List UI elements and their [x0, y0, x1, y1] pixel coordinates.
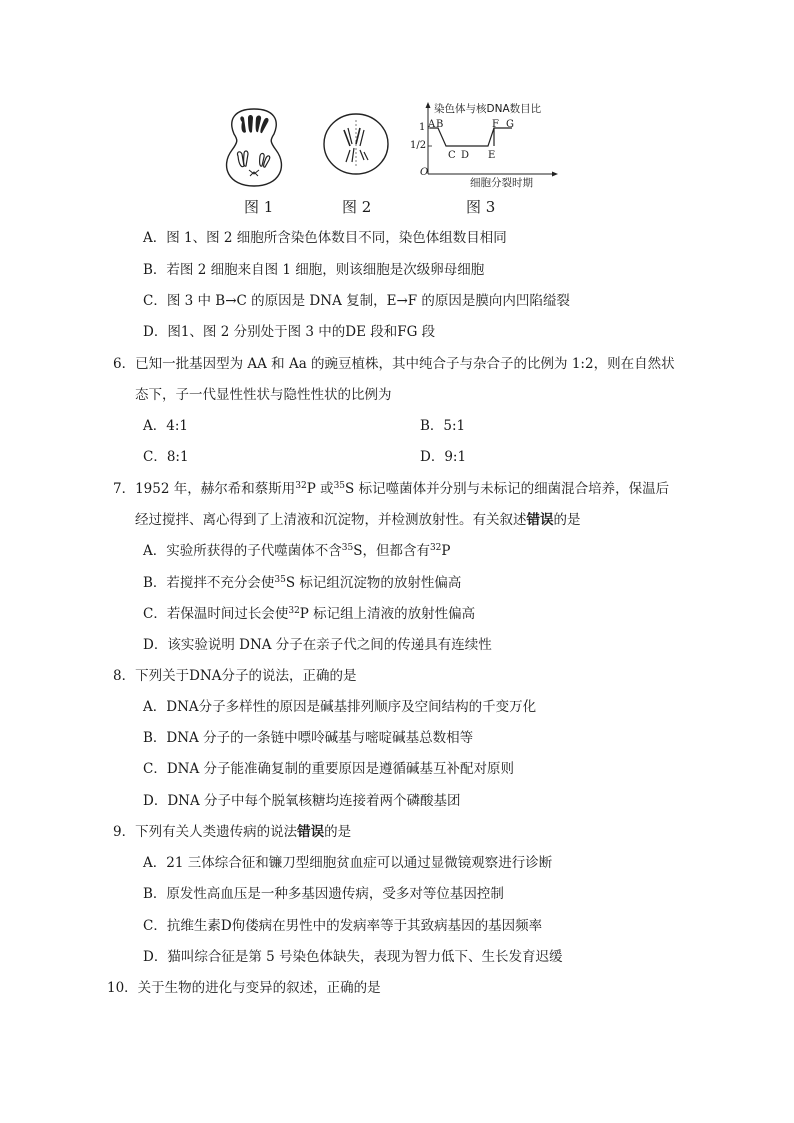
q6-stem-line-2: 态下，子一代显性性状与隐性性状的比例为 — [135, 387, 392, 403]
q7-superscript: 35 — [341, 543, 354, 553]
figure-2-cell-diagram — [320, 110, 392, 178]
q7-option-text: S 标记组沉淀物的放射性偏高 — [285, 575, 462, 591]
q7-stem-text: S 标记噬菌体并分别与未标记的细菌混合培养，保温后 — [345, 481, 670, 497]
figure-3-point-a: A — [428, 119, 436, 130]
q9-emphasis: 错误 — [297, 824, 325, 840]
q10-stem: 10．关于生物的进化与变异的叙述，正确的是 — [107, 980, 381, 996]
figure-3-point-g: G — [506, 119, 514, 130]
figure-3-tick-half: 1/2 — [410, 140, 427, 151]
figure-3-point-c: C — [448, 150, 456, 161]
q7-stem-text: P 或 — [306, 481, 334, 497]
q7-option-d: D．该实验说明 DNA 分子在亲子代之间的传递具有连续性 — [143, 637, 492, 653]
q7-stem-line-1 — [113, 480, 669, 498]
q7-option-b — [143, 574, 461, 592]
q5-option-a: A．图 1、图 2 细胞所含染色体数目不同，染色体组数目相同 — [143, 230, 507, 246]
figure-3-point-f: F — [492, 119, 499, 130]
q8-option-c: C．DNA 分子能准确复制的重要原因是遵循碱基互补配对原则 — [143, 761, 515, 777]
q6-option-d: D．9:1 — [420, 449, 467, 465]
q6-option-c: C．8:1 — [143, 449, 189, 465]
figure-3-point-e: E — [488, 150, 496, 161]
q7-superscript: 32 — [288, 606, 300, 616]
q7-superscript: 32 — [429, 543, 442, 553]
q7-option-text: C．若保温时间过长会使 — [143, 606, 289, 622]
figure-group — [212, 100, 572, 220]
q8-option-b: B．DNA 分子的一条链中嘌呤碱基与嘧啶碱基总数相等 — [143, 730, 474, 746]
q6-option-a: A．4:1 — [143, 418, 188, 434]
q7-superscript: 32 — [295, 481, 307, 491]
q9-stem — [113, 823, 351, 841]
q5-option-d: D．图1、图 2 分别处于图 3 中的DE 段和FG 段 — [143, 324, 436, 340]
q7-stem-text: 7．1952 年，赫尔希和蔡斯用 — [113, 481, 296, 497]
q9-option-d: D．猫叫综合征是第 5 号染色体缺失，表现为智力低下、生长发育迟缓 — [143, 949, 563, 965]
q9-option-c: C．抗维生素D佝偻病在男性中的发病率等于其致病基因的基因频率 — [143, 918, 543, 934]
figure-3-point-d: D — [461, 150, 470, 161]
q7-stem-text: 的是 — [553, 512, 581, 528]
figure-3-caption: 图 3 — [466, 198, 496, 216]
figure-3-point-b: B — [436, 119, 444, 130]
q7-stem-text: 经过搅拌、离心得到了上清液和沉淀物，并检测放射性。有关叙述 — [135, 512, 527, 528]
figure-2-caption: 图 2 — [342, 198, 372, 216]
q7-option-text: P — [441, 543, 451, 559]
q7-emphasis: 错误 — [526, 512, 554, 528]
q8-option-d: D．DNA 分子中每个脱氧核糖均连接着两个磷酸基团 — [143, 793, 461, 809]
q7-superscript: 35 — [333, 481, 346, 491]
q9-option-a: A．21 三体综合征和镰刀型细胞贫血症可以通过显微镜观察进行诊断 — [143, 855, 553, 871]
figure-1-cell-diagram — [216, 106, 292, 190]
figure-1-caption: 图 1 — [244, 198, 274, 216]
figure-3-origin: O — [420, 167, 429, 178]
q5-option-b: B．若图 2 细胞来自图 1 细胞，则该细胞是次级卵母细胞 — [143, 262, 485, 278]
q7-option-text: P 标记组上清液的放射性偏高 — [299, 606, 476, 622]
q8-stem: 8．下列关于DNA分子的说法，正确的是 — [113, 668, 357, 684]
figure-3-tick-1: 1 — [419, 122, 426, 133]
q9-stem-text: 的是 — [324, 824, 352, 840]
figure-3-y-axis-label: 染色体与核DNA数目比 — [434, 103, 542, 115]
q7-option-text: S，但都含有 — [353, 543, 430, 559]
q7-superscript: 35 — [274, 575, 286, 585]
q7-option-c — [143, 605, 475, 623]
q9-stem-text: 9．下列有关人类遗传病的说法 — [113, 824, 298, 840]
q8-option-a: A．DNA分子多样性的原因是碱基排列顺序及空间结构的千变万化 — [143, 699, 537, 715]
q7-option-a — [143, 542, 451, 560]
q7-stem-line-2 — [135, 511, 581, 529]
q7-option-text: A．实验所获得的子代噬菌体不含 — [143, 543, 342, 559]
q5-option-c: C．图 3 中 B→C 的原因是 DNA 复制，E→F 的原因是膜向内凹陷缢裂 — [143, 293, 570, 309]
q9-option-b: B．原发性高血压是一种多基因遗传病，受多对等位基因控制 — [143, 886, 504, 902]
q7-option-text: B．若搅拌不充分会使 — [143, 575, 275, 591]
q6-option-b: B．5:1 — [420, 418, 466, 434]
q6-stem-line-1: 6．已知一批基因型为 AA 和 Aa 的豌豆植株，其中纯合子与杂合子的比例为 1:2，则在自然状 — [113, 356, 675, 372]
figure-3-x-axis-label: 细胞分裂时期 — [470, 177, 533, 189]
